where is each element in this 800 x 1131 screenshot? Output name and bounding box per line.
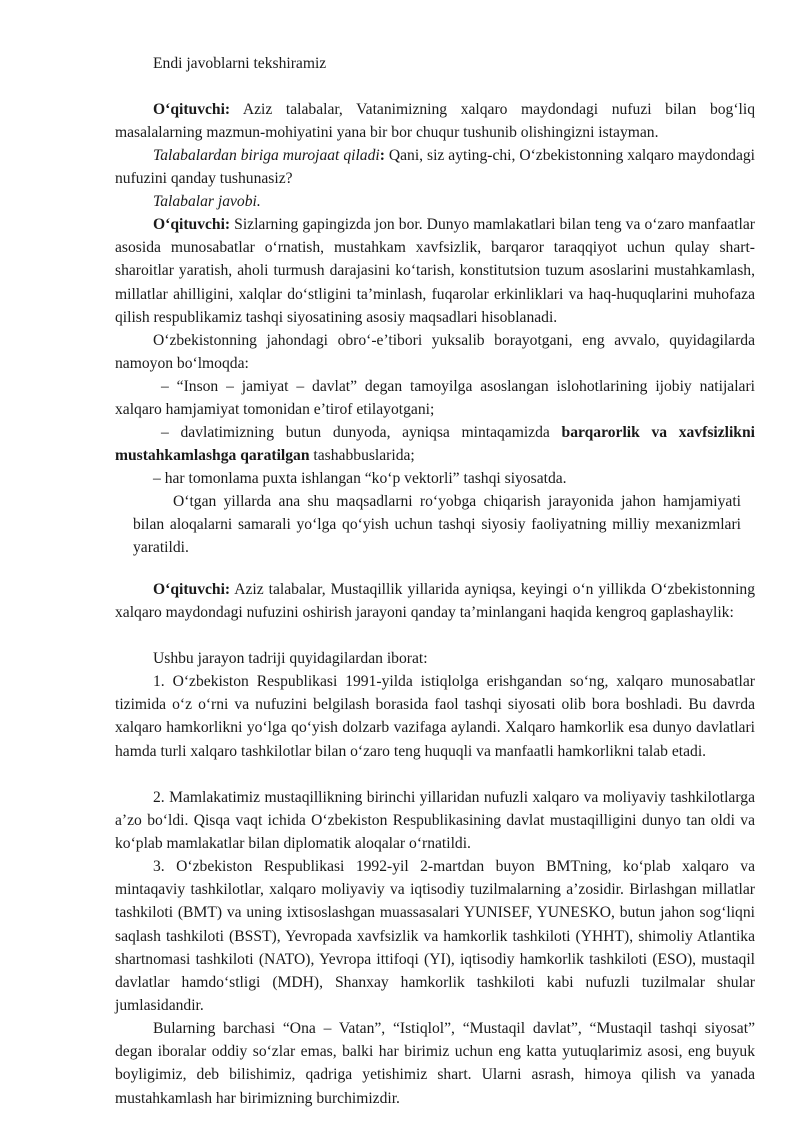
paragraph-text: Sizlarning gapingizda jon bor. Dunyo mamlakatlari bilan teng va o‘zaro manfaatlar asosida munosabatlar o‘rnatish, mustahkam xavfsizlik, barqaror taraqqiyot uchun qulay shart-sharoitlar yaratish, aholi turmush darajasini ko‘tarish, konstitutsion tuzum asoslarini mustahkamlash, millatlar ahilligini, xalqlar do‘stligini ta’minlash, fuqarolar erkinliklari va haq-huquqlarini muhofaza qilish respublikamiz tashqi siyosatining asosiy maqsadlari hisoblanadi.: [115, 216, 755, 326]
teacher-label: O‘qituvchi:: [153, 581, 231, 598]
teacher-paragraph-1: [115, 98, 755, 144]
paragraph-text: Qani, siz ayting-chi, O‘zbekistonning xalqaro maydondagi nufuzini qanday tushunasiz?: [115, 147, 755, 188]
numbered-item-2: 2. Mamlakatimiz mustaqillikning birinchi yillaridan nufuzli xalqaro va moliyaviy tashkilotlarga a’zo bo‘ldi. Qisqa vaqt ichida O‘zbekiston Respublikasining davlat mustaqilligini dunyo tan oldi va ko‘plab mamlakatlar bilan diplomatik aloqalar o‘rnatildi.: [115, 789, 755, 853]
mechanisms-paragraph: O‘tgan yillarda ana shu maqsadlarni ro‘yobga chiqarish jarayonida jahon hamjamiyati bilan aloqalarni samarali yo‘lga qo‘yish uchun tashqi siyosiy faoliyatning milliy mexanizmlari yaratildi.: [133, 493, 741, 557]
teacher-paragraph-3: [115, 578, 755, 624]
intro-line: Endi javoblarni tekshiramiz: [153, 55, 327, 72]
bullet-item-1: – “Inson – jamiyat – davlat” degan tamoyilga asoslangan islohotlarining ijobiy natijalari xalqaro hamjamiyat tomonidan e’tirof etilayotgani;: [115, 378, 755, 419]
stage-direction-colon: :: [379, 147, 385, 164]
reputation-paragraph: O‘zbekistonning jahondagi obro‘-e’tibori yuksalib borayotgani, eng avvalo, quyidagilarda namoyon bo‘lmoqda:: [115, 332, 755, 373]
bullet-item-2: – davlatimizning butun dunyoda, ayniqsa mintaqamizda barqarorlik va xavfsizlikni mustahkamlashga qaratilgan tashabbuslarida;: [115, 424, 755, 465]
students-answer-line: Talabalar javobi.: [153, 193, 261, 210]
closing-paragraph: Bularning barchasi “Ona – Vatan”, “Istiqlol”, “Mustaqil davlat”, “Mustaqil tashqi siyosat” degan iboralar oddiy so‘zlar emas, balki har birimiz uchun eng katta yutuqlarimiz asosi, eng buyuk boyligimiz, deb bilishimiz, qadriga yetishimiz shart. Ularni asrash, himoya qilish va yanada mustahkamlash har birimizning burchimizdir.: [115, 1020, 755, 1107]
teacher-paragraph-2: [115, 213, 755, 329]
stage-direction: Talabalardan biriga murojaat qiladi: [153, 147, 380, 164]
numbered-item-1: 1. O‘zbekiston Respublikasi 1991-yilda istiqlolga erishgandan so‘ng, xalqaro munosabatlar tizimida o‘z o‘rni va nufuzini belgilash borasida faol tashqi siyosati olib bora boshladi. Bu davrda xalqaro hamkorlikni yo‘lga qo‘yish dolzarb vazifaga aylandi. Xalqaro hamkorlik esa dunyo davlatlari hamda turli xalqaro tashkilotlar bilan o‘zaro teng huquqli va manfaatli hamkorlikni talab etadi.: [115, 673, 755, 760]
bold-phrase: barqarorlik va xavfsizlikni mustahkamlashga qaratilgan: [115, 424, 755, 465]
paragraph-text: Aziz talabalar, Mustaqillik yillarida ayniqsa, keyingi o‘n yillikda O‘zbekistonning xalqaro maydondagi nufuzini oshirish jarayoni qanday ta’minlangani haqida kengroq gaplashaylik:: [115, 581, 755, 622]
process-intro-line: Ushbu jarayon tadriji quyidagilardan iborat:: [153, 650, 428, 667]
teacher-question-paragraph: [115, 144, 755, 190]
bullet-item-3: – har tomonlama puxta ishlangan “ko‘p vektorli” tashqi siyosatda.: [153, 470, 567, 487]
numbered-item-3: 3. O‘zbekiston Respublikasi 1992-yil 2-martdan buyon BMTning, ko‘plab xalqaro va mintaqaviy tashkilotlar, xalqaro moliyaviy va iqtisodiy tuzilmalarning a’zosidir. Birlashgan millatlar tashkiloti (BMT) va uning ixtisoslashgan muassasalari YUNISEF, YUNESKO, butun jahon sog‘liqni saqlash tashkiloti (BSST), Yevropada xavfsizlik va hamkorlik tashkiloti (YHHT), shimoliy Atlantika shartnomasi tashkiloti (NATO), Yevropa ittifoqi (YI), iqtisodiy hamkorlik tashkiloti (ESO), mustaqil davlatlar hamdo‘stligi (MDH), Shanxay hamkorlik tashkiloti kabi nufuzli tuzilmalar shular jumlasidandir.: [115, 858, 755, 1015]
teacher-label: O‘qituvchi:: [153, 216, 231, 233]
paragraph-text: Aziz talabalar, Vatanimizning xalqaro maydondagi nufuzi bilan bog‘liq masalalarning mazmun-mohiyatini yana bir bor chuqur tushunib olishingizni istayman.: [115, 101, 755, 142]
teacher-label: O‘qituvchi:: [153, 101, 231, 118]
